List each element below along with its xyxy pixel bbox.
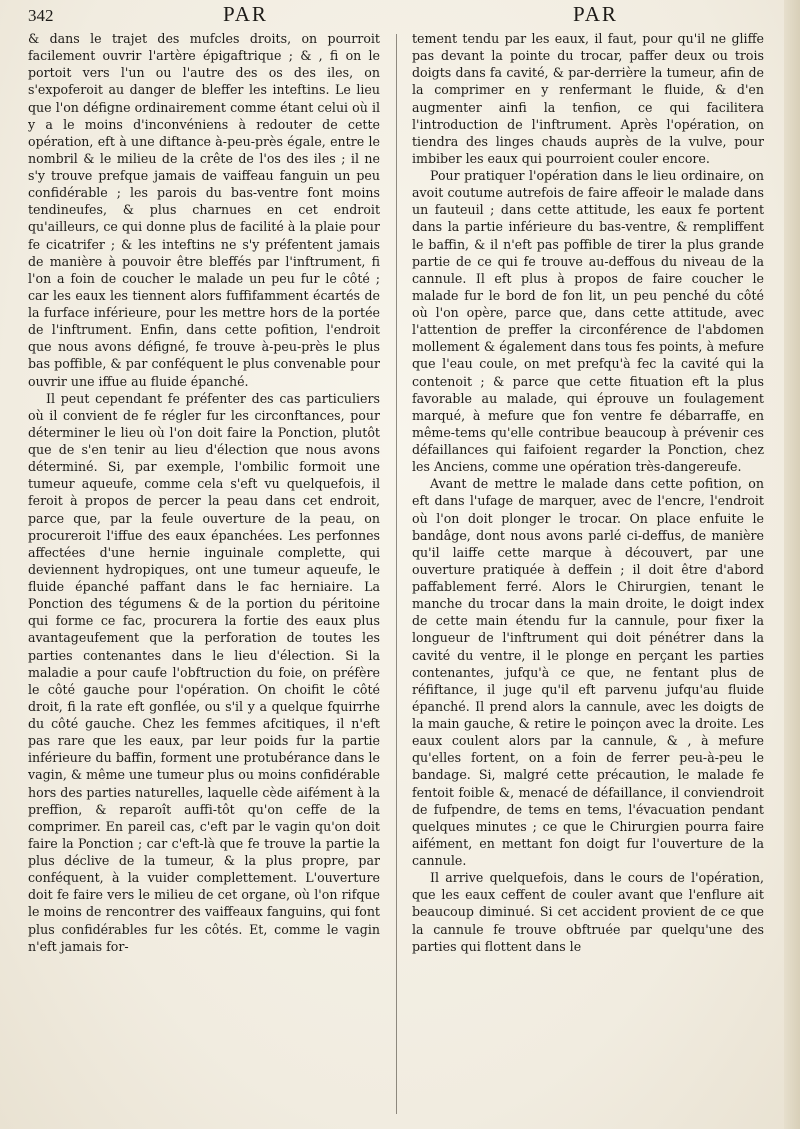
paragraph: Avant de mettre le malade dans cette pofition, on eft dans l'ufage de marquer, avec de l'encre, l'endroit où l'on doit plonger le trocar. On place enfuite le bandâge, dont nous avons parlé ci-deffus, de manière qu'il laiffe cette marque à découvert, par une ouverture pratiquée à deffein ; il doit être d'abord paffablement ferré. Alors le Chirurgien, tenant le manche du trocar dans la main droite, le doigt index de cette main étendu fur la cannule, pour fixer la longueur de l'inftrument qui doit pénétrer dans la cavité du ventre, il le plonge en perçant les parties contenantes, jufqu'à ce que, ne fentant plus de réfiftance, il juge qu'il eft parvenu jufqu'au fluide épanché. Il prend alors la cannule, avec les doigts de la main gauche, & retire le poinçon avec la droite. Les eaux coulent alors par la cannule, & , à mefure qu'elles fortent, on a foin de ferrer peu-à-peu le bandage. Si, malgré cette précaution, le malade fe fentoit foible &, menacé de défaillance, il conviendroit de fufpendre, de tems en tems, l'évacuation pendant quelques minutes ; ce que le Chirurgien pourra faire aifément, en mettant fon doigt fur l'ouverture de la cannule. [412, 476, 764, 868]
paragraph: Il peut cependant fe préfenter des cas particuliers où il convient de fe régler fur les circonftances, pour déterminer le lieu où l'on doit faire la Ponction, plutôt que de s'en tenir au lieu d'élection que nous avons déterminé. Si, par exemple, l'ombilic formoit une tumeur aqueufe, comme cela s'eft vu quelquefois, il feroit à propos de percer la peau dans cet endroit, parce que, par la feule ouverture de la peau, on procureroit l'iffue des eaux épanchées. Les perfonnes affectées d'une hernie inguinale complette, qui deviennent hydropiques, ont une tumeur aqueufe, le fluide épanché paffant dans le fac herniaire. La Ponction des tégumens & de la portion du péritoine qui forme ce fac, procurera la fortie des eaux plus avantageufement que la perforation de toutes les parties contenantes dans le lieu d'élection. Si la maladie a pour caufe l'obftruction du foie, on préfère le côté gauche pour l'opération. On choifit le côté droit, fi la rate eft gonflée, ou s'il y a quelque fquirrhe du côté gauche. Chez les femmes afcitiques, il n'eft pas rare que les eaux, par leur poids fur la partie inférieure du baffin, forment une protubérance dans le vagin, & même une tumeur plus ou moins confidérable hors des parties naturelles, laquelle cède aifément à la preffion, & reparoît auffi-tôt qu'on ceffe de la comprimer. En pareil cas, c'eft par le vagin qu'on doit faire la Ponction ; car c'eft-là que fe trouve la partie la plus déclive de la tumeur, & la plus propre, par conféquent, à la vuider complettement. L'ouverture doit fe faire vers le milieu de cet organe, où l'on rifque le moins de rencontrer des vaiffeaux fanguins, qui font plus confidérables fur les côtés. Et, comme le vagin n'eft jamais for- [28, 390, 380, 954]
running-head-right: PAR [573, 2, 618, 26]
page-header [28, 2, 768, 28]
paragraph: Pour pratiquer l'opération dans le lieu ordinaire, on avoit coutume autrefois de faire affeoir le malade dans un fauteuil ; dans cette attitude, les eaux fe portent dans la partie inférieure du bas-ventre, & rempliffent le baffin, & il n'eft pas poffible de tirer la plus grande partie de ce qui fe trouve au-deffous du niveau de la cannule. Il eft plus à propos de faire coucher le malade fur le bord de fon lit, un peu penché du côté où l'on opère, parce que, dans cette attitude, avec l'attention de preffer la circonférence de l'abdomen mollement & également dans tous fes points, à mefure que l'eau coule, on met prefqu'à fec la cavité qui la contenoit ; & parce que cette fituation eft la plus favorable au malade, qui éprouve un foulagement marqué, à mefure que fon ventre fe débarraffe, en même-tems qu'elle contribue beaucoup à prévenir ces défaillances qui faifoient regarder la Ponction, chez les Anciens, comme une opération très-dangereufe. [412, 168, 764, 475]
paragraph: & dans le trajet des mufcles droits, on pourroit facilement ouvrir l'artère épigaftrique ; & , fi on le portoit vers l'un ou l'autre des os des iles, on s'expoferoit au danger de bleffer les inteftins. Le lieu que l'on défigne ordinairement comme étant celui où il y a le moins d'inconvéniens à redouter de cette opération, eft à une diftance à-peu-près égale, entre le nombril & le milieu de la crête de l'os des iles ; il ne s'y trouve prefque jamais de vaiffeau fanguin un peu confidérable ; les parois du bas-ventre font moins tendineufes, & plus charnues en cet endroit qu'ailleurs, ce qui donne plus de facilité à la plaie pour fe cicatrifer ; & les inteftins ne s'y préfentent jamais de manière à pouvoir être bleffés par l'inftrument, fi l'on a foin de coucher le malade un peu fur le côté ; car les eaux les tiennent alors fuffifamment écartés de la furface inférieure, pour les mettre hors de la portée de l'inftrument. Enfin, dans cette pofition, l'endroit que nous avons défigné, fe trouve à-peu-près le plus bas poffible, & par conféquent le plus convenable pour ouvrir une iffue au fluide épanché. [28, 31, 380, 389]
running-head-left: PAR [223, 2, 268, 26]
page-edge [784, 0, 800, 1129]
column-divider [396, 34, 397, 1114]
paragraph: tement tendu par les eaux, il faut, pour qu'il ne gliffe pas devant la pointe du trocar, paffer deux ou trois doigts dans fa cavité, & par-derrière la tumeur, afin de la comprimer en y renfermant le fluide, & d'en augmenter ainfi la tenfion, ce qui facilitera l'introduction de l'inftrument. Après l'opération, on tiendra des linges chauds auprès de la vulve, pour imbiber les eaux qui pourroient couler encore. [412, 31, 764, 166]
left-text-column [28, 30, 380, 1118]
right-text-column [412, 30, 764, 1118]
paragraph: Il arrive quelquefois, dans le cours de l'opération, que les eaux ceffent de couler avant que l'enflure ait beaucoup diminué. Si cet accident provient de ce que la cannule fe trouve obftruée par quelqu'une des parties qui flottent dans le [412, 870, 764, 954]
page-number: 342 [28, 6, 54, 25]
